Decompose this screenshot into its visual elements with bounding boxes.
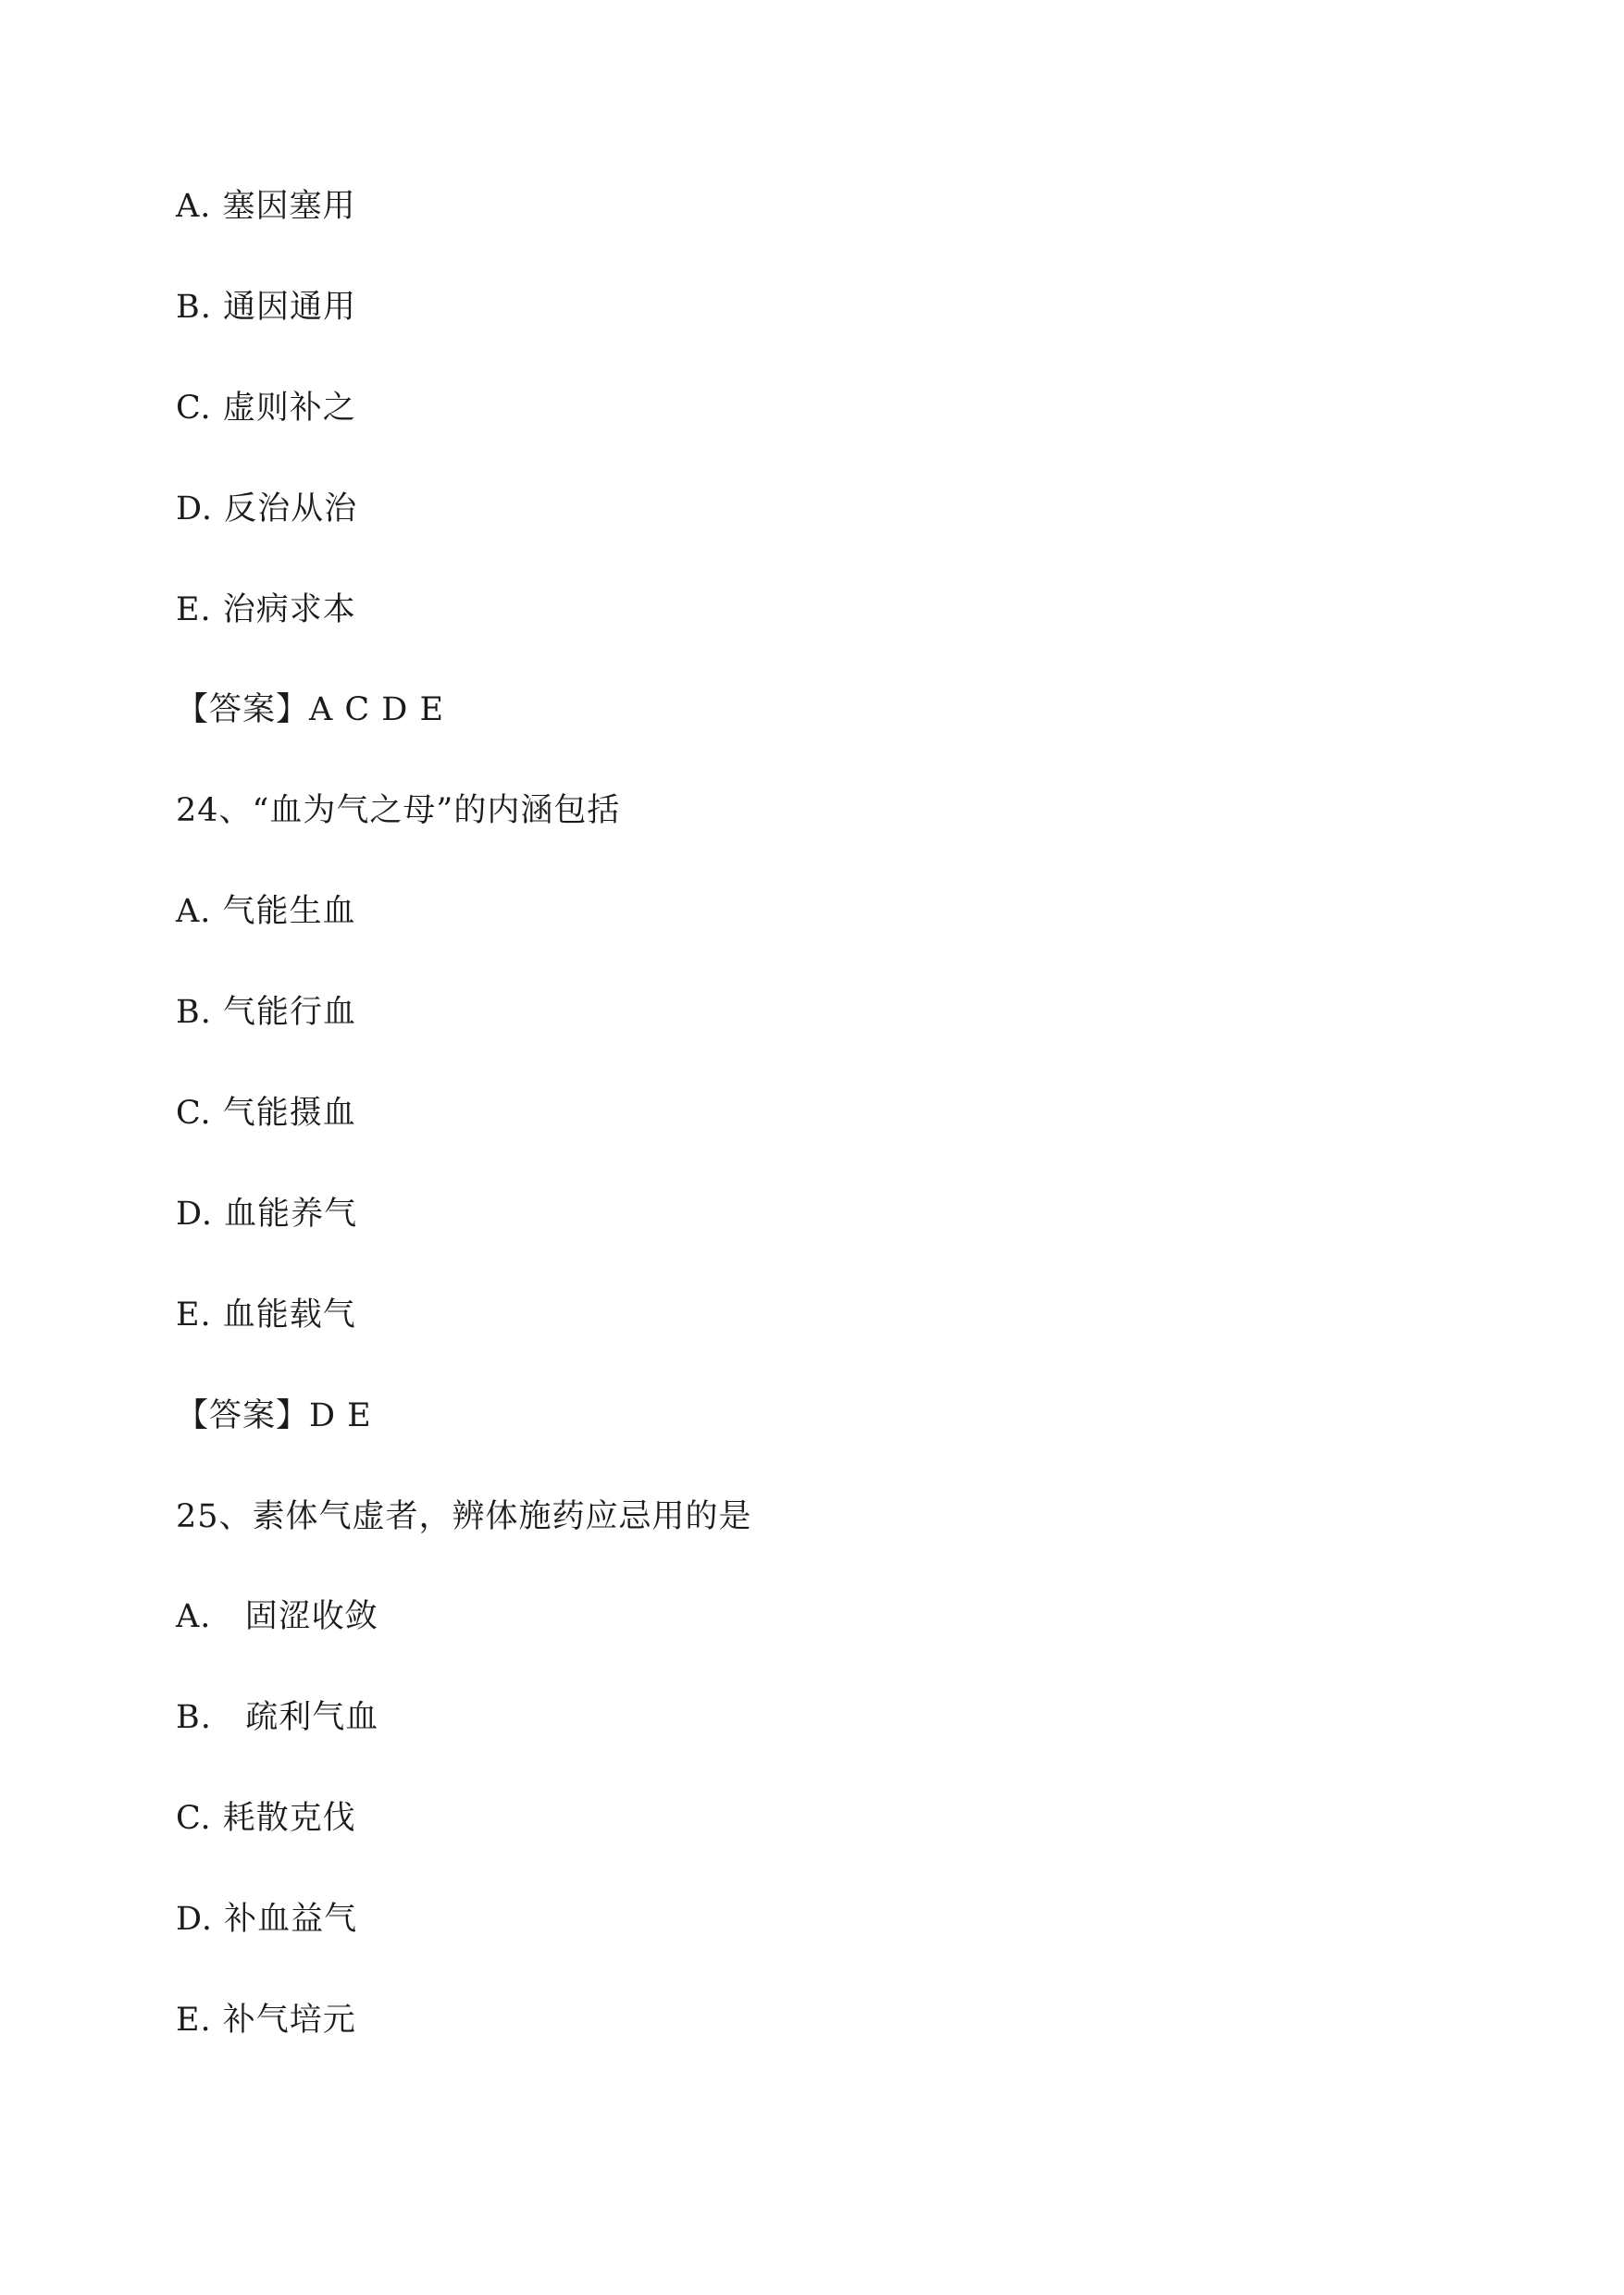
- q23-option-c: C. 虚则补之: [176, 390, 356, 427]
- q25-option-b: B. 疏利气血: [176, 1699, 379, 1736]
- q25-option-d: D. 补血益气: [176, 1901, 358, 1938]
- q24-option-d: D. 血能养气: [176, 1196, 358, 1233]
- q23-option-d: D. 反治从治: [176, 490, 358, 527]
- q23-option-e: E. 治病求本: [176, 591, 356, 628]
- q24-option-c: C. 气能摄血: [176, 1095, 356, 1132]
- q24-option-e: E. 血能载气: [176, 1296, 356, 1334]
- q24-option-a: A. 气能生血: [176, 893, 356, 930]
- q23-answer: 【答案】A C D E: [176, 691, 445, 728]
- q24-question: 24、“血为气之母”的内涵包括: [176, 792, 621, 829]
- q24-answer: 【答案】D E: [176, 1397, 372, 1434]
- q23-option-a: A. 塞因塞用: [176, 188, 356, 225]
- q25-option-c: C. 耗散克伐: [176, 1800, 356, 1837]
- q25-option-e: E. 补气培元: [176, 2002, 356, 2039]
- q25-option-a: A. 固涩收敛: [176, 1598, 378, 1635]
- q23-option-b: B. 通因通用: [176, 289, 356, 326]
- q25-question: 25、素体气虚者，辨体施药应忌用的是: [176, 1498, 752, 1535]
- q24-option-b: B. 气能行血: [176, 994, 356, 1031]
